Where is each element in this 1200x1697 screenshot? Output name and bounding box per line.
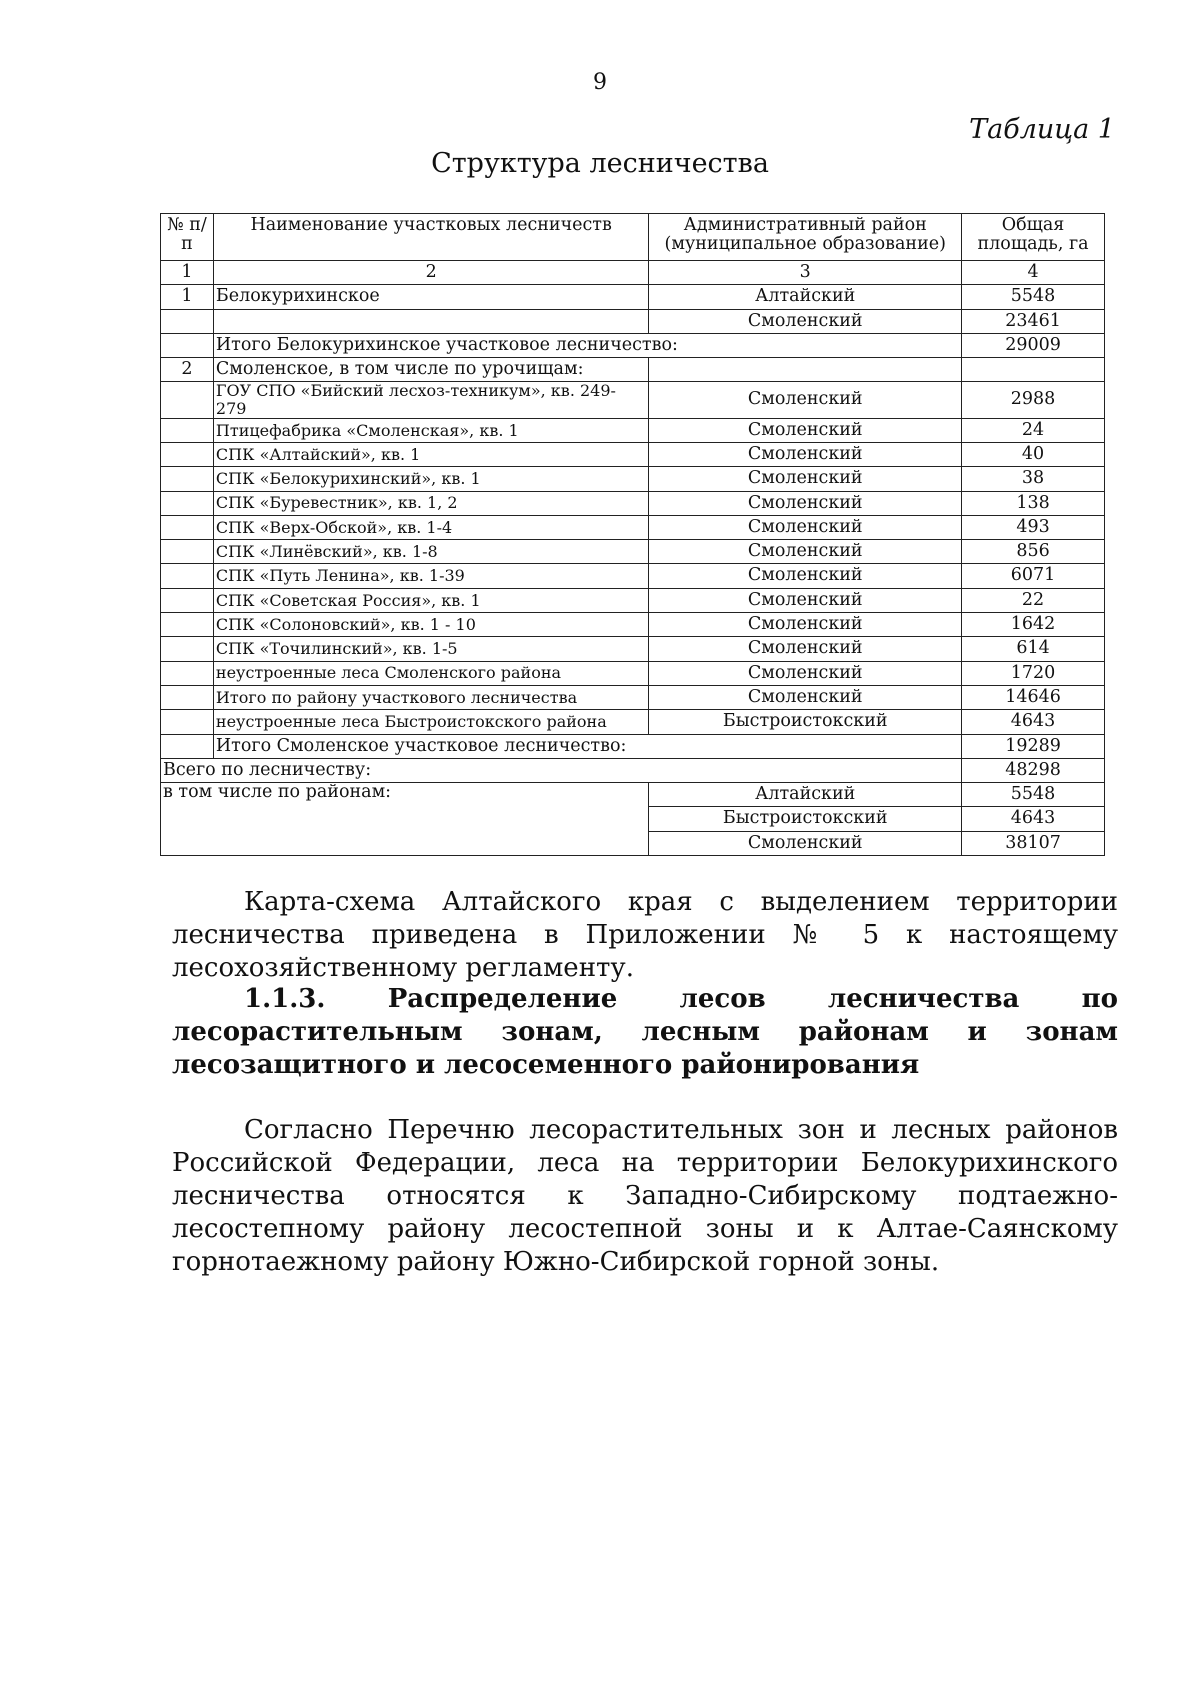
header-district: Административный район (муниципальное образование) [649, 214, 962, 261]
row-area: 40 [962, 442, 1105, 466]
row-num [161, 637, 214, 661]
row-area [962, 358, 1105, 382]
row-area: 38 [962, 467, 1105, 491]
row-num [161, 564, 214, 588]
row-district: Смоленский [649, 540, 962, 564]
row-name: СПК «Советская Россия», кв. 1 [213, 588, 648, 612]
row-num [161, 418, 214, 442]
row-num [161, 661, 214, 685]
table-row [161, 358, 1105, 382]
header-name: Наименование участковых лесничеств [213, 214, 648, 261]
row-area: 614 [962, 637, 1105, 661]
row-area: 4643 [962, 807, 1105, 831]
row-name: СПК «Верх-Обской», кв. 1-4 [213, 515, 648, 539]
table-row [161, 758, 1105, 782]
table-row [161, 491, 1105, 515]
column-number: 1 [161, 261, 214, 285]
row-num: 1 [161, 285, 214, 309]
row-num [161, 588, 214, 612]
table-row [161, 382, 1105, 418]
row-name: Всего по лесничеству: [161, 758, 962, 782]
row-name: СПК «Солоновский», кв. 1 - 10 [213, 613, 648, 637]
heading-text: 1.1.3. Распределение лесов лесничества по лесорастительным зонам, лесным районам и зонам лесозащитного и лесосеменного районирования [172, 984, 1118, 1080]
table-row [161, 309, 1105, 333]
row-area: 23461 [962, 309, 1105, 333]
table-label: Таблица 1 [969, 114, 1115, 145]
row-name: Итого Смоленское участковое лесничество: [213, 734, 961, 758]
row-name: СПК «Точилинский», кв. 1-5 [213, 637, 648, 661]
row-district: Смоленский [649, 831, 962, 855]
row-area: 6071 [962, 564, 1105, 588]
row-name: неустроенные леса Смоленского района [213, 661, 648, 685]
row-district [649, 358, 962, 382]
paragraph-text: Согласно Перечню лесорастительных зон и лесных районов Российской Федерации, леса на территории Белокурихинского лесничества относятся к Западно-Сибирскому подтаежно-лесостепному району лесостепной зоны и к Алтае-Саянскому горнотаежному району Южно-Сибирской горной зоны. [172, 1115, 1118, 1277]
row-num [161, 309, 214, 333]
row-num [161, 685, 214, 709]
row-area: 5548 [962, 285, 1105, 309]
table-row [161, 467, 1105, 491]
table-row [161, 685, 1105, 709]
row-name: Итого Белокурихинское участковое лесничество: [213, 333, 961, 357]
row-num [161, 333, 214, 357]
row-area: 22 [962, 588, 1105, 612]
page-number: 9 [593, 70, 607, 95]
row-district: Смоленский [649, 442, 962, 466]
header-area: Общая площадь, га [962, 214, 1105, 261]
row-name: СПК «Белокурихинский», кв. 1 [213, 467, 648, 491]
table-row [161, 564, 1105, 588]
table-row [161, 588, 1105, 612]
row-district: Смоленский [649, 661, 962, 685]
row-num [161, 710, 214, 734]
column-number-row [161, 261, 1105, 285]
row-district: Смоленский [649, 491, 962, 515]
table-row [161, 285, 1105, 309]
row-area: 138 [962, 491, 1105, 515]
row-district: Смоленский [649, 418, 962, 442]
column-number: 2 [213, 261, 648, 285]
row-district: Смоленский [649, 685, 962, 709]
row-district: Смоленский [649, 515, 962, 539]
row-name: СПК «Алтайский», кв. 1 [213, 442, 648, 466]
row-num: 2 [161, 358, 214, 382]
row-name: Белокурихинское [213, 285, 648, 309]
appendix-reference-paragraph [172, 886, 1118, 985]
row-district: Смоленский [649, 613, 962, 637]
row-area: 493 [962, 515, 1105, 539]
row-district: Смоленский [649, 467, 962, 491]
row-district: Быстроистокский [649, 710, 962, 734]
row-area: 38107 [962, 831, 1105, 855]
row-num [161, 613, 214, 637]
table-row [161, 661, 1105, 685]
row-name: Смоленское, в том числе по урочищам: [213, 358, 648, 382]
row-name: СПК «Линёвский», кв. 1-8 [213, 540, 648, 564]
table-header-row [161, 214, 1105, 261]
row-area: 1642 [962, 613, 1105, 637]
paragraph-text: Карта-схема Алтайского края с выделением территории лесничества приведена в Приложении № 5 к настоящему лесохозяйственному регламенту. [172, 887, 1118, 983]
table-row [161, 333, 1105, 357]
column-number: 4 [962, 261, 1105, 285]
row-area: 856 [962, 540, 1105, 564]
row-district: Смоленский [649, 382, 962, 418]
row-name: СПК «Буревестник», кв. 1, 2 [213, 491, 648, 515]
column-number: 3 [649, 261, 962, 285]
table-row [161, 613, 1105, 637]
table-row [161, 734, 1105, 758]
table-row [161, 783, 1105, 807]
row-num [161, 382, 214, 418]
row-num [161, 442, 214, 466]
row-district: Быстроистокский [649, 807, 962, 831]
row-area: 14646 [962, 685, 1105, 709]
table-title: Структура лесничества [431, 148, 769, 179]
row-area: 4643 [962, 710, 1105, 734]
row-num [161, 540, 214, 564]
row-area: 48298 [962, 758, 1105, 782]
table-row [161, 515, 1105, 539]
section-heading [172, 983, 1118, 1082]
row-name: Птицефабрика «Смоленская», кв. 1 [213, 418, 648, 442]
row-area: 29009 [962, 333, 1105, 357]
row-num [161, 515, 214, 539]
row-name: неустроенные леса Быстроистокского района [213, 710, 648, 734]
row-name: в том числе по районам: [161, 783, 649, 856]
table-row [161, 637, 1105, 661]
row-area: 24 [962, 418, 1105, 442]
row-name [213, 309, 648, 333]
row-district: Алтайский [649, 285, 962, 309]
row-area: 2988 [962, 382, 1105, 418]
table-row [161, 418, 1105, 442]
row-num [161, 467, 214, 491]
forestry-structure-table [160, 213, 1105, 856]
row-district: Смоленский [649, 637, 962, 661]
row-area: 19289 [962, 734, 1105, 758]
row-district: Алтайский [649, 783, 962, 807]
row-area: 5548 [962, 783, 1105, 807]
table-row [161, 540, 1105, 564]
row-district: Смоленский [649, 564, 962, 588]
table-row [161, 710, 1105, 734]
header-num: № п/п [161, 214, 214, 261]
zones-paragraph [172, 1114, 1118, 1279]
row-num [161, 491, 214, 515]
row-area: 1720 [962, 661, 1105, 685]
row-name: СПК «Путь Ленина», кв. 1-39 [213, 564, 648, 588]
row-district: Смоленский [649, 588, 962, 612]
table-row [161, 442, 1105, 466]
row-name: ГОУ СПО «Бийский лесхоз-техникум», кв. 249-279 [213, 382, 648, 418]
row-district: Смоленский [649, 309, 962, 333]
row-num [161, 734, 214, 758]
row-name: Итого по району участкового лесничества [213, 685, 648, 709]
